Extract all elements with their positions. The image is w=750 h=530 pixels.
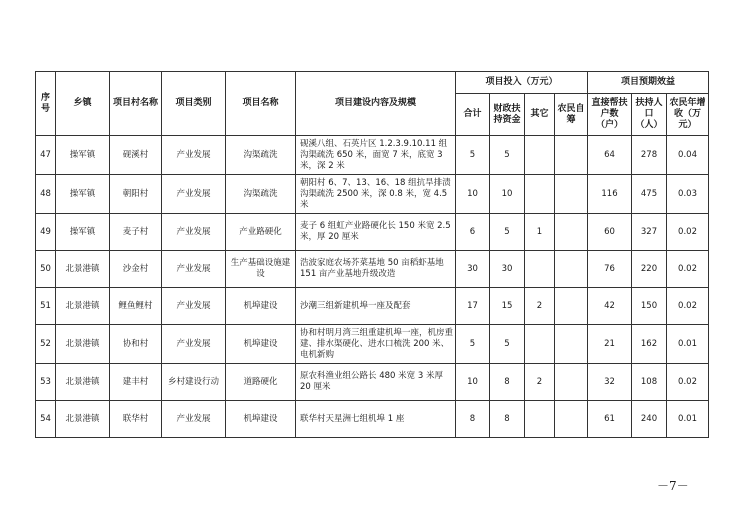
cell-households: 64 xyxy=(588,136,632,175)
table-row xyxy=(36,136,709,175)
cell-category: 乡村建设行动 xyxy=(162,364,226,401)
cell-farmer xyxy=(555,401,588,438)
cell-other xyxy=(525,136,555,175)
header-village: 项目村名称 xyxy=(110,72,162,136)
cell-total: 5 xyxy=(456,325,490,364)
cell-village: 砚溪村 xyxy=(110,136,162,175)
cell-total: 10 xyxy=(456,364,490,401)
cell-population: 220 xyxy=(632,251,667,288)
cell-total: 8 xyxy=(456,401,490,438)
cell-other xyxy=(525,325,555,364)
cell-households: 32 xyxy=(588,364,632,401)
cell-content: 麦子 6 组虹产业路硬化长 150 米宽 2.5 米，厚 20 厘米 xyxy=(296,214,456,251)
cell-category: 产业发展 xyxy=(162,401,226,438)
cell-category: 产业发展 xyxy=(162,214,226,251)
cell-content: 沙潮三组新建机埠一座及配套 xyxy=(296,288,456,325)
cell-content: 浩波家庭农场芥菜基地 50 亩稻虾基地 151 亩产业基地升级改造 xyxy=(296,251,456,288)
cell-fiscal: 5 xyxy=(490,136,525,175)
cell-total: 17 xyxy=(456,288,490,325)
cell-town: 北景港镇 xyxy=(56,251,110,288)
header-name: 项目名称 xyxy=(226,72,296,136)
cell-total: 6 xyxy=(456,214,490,251)
cell-category: 产业发展 xyxy=(162,136,226,175)
table-row xyxy=(36,288,709,325)
cell-content: 朝阳村 6、7、13、16、18 组抗旱排渍沟渠疏洗 2500 米，深 0.8 米，宽 4.5 米 xyxy=(296,175,456,214)
cell-fiscal: 15 xyxy=(490,288,525,325)
cell-town: 北景港镇 xyxy=(56,401,110,438)
cell-fiscal: 10 xyxy=(490,175,525,214)
cell-content: 协和村明月湾三组重建机埠一座，机房重建、排水渠硬化、进水口梳洗 200 米、电机新购 xyxy=(296,325,456,364)
cell-fiscal: 5 xyxy=(490,214,525,251)
cell-fiscal: 8 xyxy=(490,364,525,401)
cell-population: 278 xyxy=(632,136,667,175)
header-category: 项目类别 xyxy=(162,72,226,136)
cell-farmer xyxy=(555,214,588,251)
cell-population: 240 xyxy=(632,401,667,438)
cell-income: 0.01 xyxy=(667,325,709,364)
header-investment: 项目投入（万元） xyxy=(456,72,588,94)
header-income: 农民年增收（万元） xyxy=(667,94,709,136)
cell-seq: 49 xyxy=(36,214,56,251)
cell-households: 61 xyxy=(588,401,632,438)
cell-income: 0.02 xyxy=(667,214,709,251)
cell-town: 操军镇 xyxy=(56,136,110,175)
cell-town: 北景港镇 xyxy=(56,325,110,364)
cell-other xyxy=(525,175,555,214)
cell-farmer xyxy=(555,325,588,364)
cell-content: 砚溪八组、石英片区 1.2.3.9.10.11 组沟渠疏洗 650 米，面宽 7 米，底宽 3 米，深 2 米 xyxy=(296,136,456,175)
cell-content: 原农科渔业组公路长 480 米宽 3 米厚 20 厘米 xyxy=(296,364,456,401)
header-town: 乡镇 xyxy=(56,72,110,136)
cell-households: 116 xyxy=(588,175,632,214)
cell-town: 操军镇 xyxy=(56,175,110,214)
cell-other: 2 xyxy=(525,364,555,401)
cell-village: 朝阳村 xyxy=(110,175,162,214)
cell-population: 108 xyxy=(632,364,667,401)
table-row xyxy=(36,214,709,251)
cell-category: 产业发展 xyxy=(162,325,226,364)
cell-name: 沟渠疏洗 xyxy=(226,136,296,175)
cell-seq: 50 xyxy=(36,251,56,288)
header-benefit: 项目预期效益 xyxy=(588,72,709,94)
cell-seq: 48 xyxy=(36,175,56,214)
cell-seq: 47 xyxy=(36,136,56,175)
cell-village: 协和村 xyxy=(110,325,162,364)
table-row xyxy=(36,175,709,214)
cell-income: 0.04 xyxy=(667,136,709,175)
cell-income: 0.02 xyxy=(667,288,709,325)
cell-farmer xyxy=(555,136,588,175)
cell-village: 鲤鱼鲤村 xyxy=(110,288,162,325)
cell-farmer xyxy=(555,364,588,401)
cell-population: 327 xyxy=(632,214,667,251)
cell-name: 机埠建设 xyxy=(226,401,296,438)
cell-name: 机埠建设 xyxy=(226,288,296,325)
cell-population: 150 xyxy=(632,288,667,325)
cell-category: 产业发展 xyxy=(162,175,226,214)
cell-seq: 53 xyxy=(36,364,56,401)
project-table xyxy=(35,71,709,438)
cell-village: 建丰村 xyxy=(110,364,162,401)
cell-village: 联华村 xyxy=(110,401,162,438)
table-row xyxy=(36,251,709,288)
cell-other xyxy=(525,251,555,288)
table-row xyxy=(36,325,709,364)
cell-population: 162 xyxy=(632,325,667,364)
cell-seq: 54 xyxy=(36,401,56,438)
cell-income: 0.02 xyxy=(667,251,709,288)
cell-town: 北景港镇 xyxy=(56,288,110,325)
header-households: 直接帮扶户数（户） xyxy=(588,94,632,136)
cell-population: 475 xyxy=(632,175,667,214)
table-row xyxy=(36,364,709,401)
cell-village: 麦子村 xyxy=(110,214,162,251)
cell-income: 0.01 xyxy=(667,401,709,438)
cell-farmer xyxy=(555,288,588,325)
cell-households: 21 xyxy=(588,325,632,364)
header-other: 其它 xyxy=(525,94,555,136)
cell-name: 沟渠疏洗 xyxy=(226,175,296,214)
page-number: －7－ xyxy=(657,479,689,493)
cell-income: 0.03 xyxy=(667,175,709,214)
cell-content: 联华村天星洲七组机埠 1 座 xyxy=(296,401,456,438)
cell-fiscal: 8 xyxy=(490,401,525,438)
cell-total: 30 xyxy=(456,251,490,288)
header-seq: 序号 xyxy=(36,72,56,136)
cell-village: 沙金村 xyxy=(110,251,162,288)
cell-name: 机埠建设 xyxy=(226,325,296,364)
cell-category: 产业发展 xyxy=(162,251,226,288)
cell-households: 42 xyxy=(588,288,632,325)
cell-other: 1 xyxy=(525,214,555,251)
cell-total: 5 xyxy=(456,136,490,175)
header-total: 合计 xyxy=(456,94,490,136)
cell-category: 产业发展 xyxy=(162,288,226,325)
cell-town: 操军镇 xyxy=(56,214,110,251)
cell-total: 10 xyxy=(456,175,490,214)
table-row xyxy=(36,401,709,438)
cell-other: 2 xyxy=(525,288,555,325)
cell-households: 60 xyxy=(588,214,632,251)
cell-other xyxy=(525,401,555,438)
cell-fiscal: 5 xyxy=(490,325,525,364)
cell-income: 0.02 xyxy=(667,364,709,401)
cell-households: 76 xyxy=(588,251,632,288)
header-content: 项目建设内容及规模 xyxy=(296,72,456,136)
header-farmer: 农民自筹 xyxy=(555,94,588,136)
header-population: 扶持人口（人） xyxy=(632,94,667,136)
cell-farmer xyxy=(555,175,588,214)
cell-fiscal: 30 xyxy=(490,251,525,288)
cell-name: 生产基础设施建设 xyxy=(226,251,296,288)
cell-name: 道路硬化 xyxy=(226,364,296,401)
cell-farmer xyxy=(555,251,588,288)
cell-seq: 52 xyxy=(36,325,56,364)
header-fiscal: 财政扶持资金 xyxy=(490,94,525,136)
cell-town: 北景港镇 xyxy=(56,364,110,401)
cell-name: 产业路硬化 xyxy=(226,214,296,251)
cell-seq: 51 xyxy=(36,288,56,325)
